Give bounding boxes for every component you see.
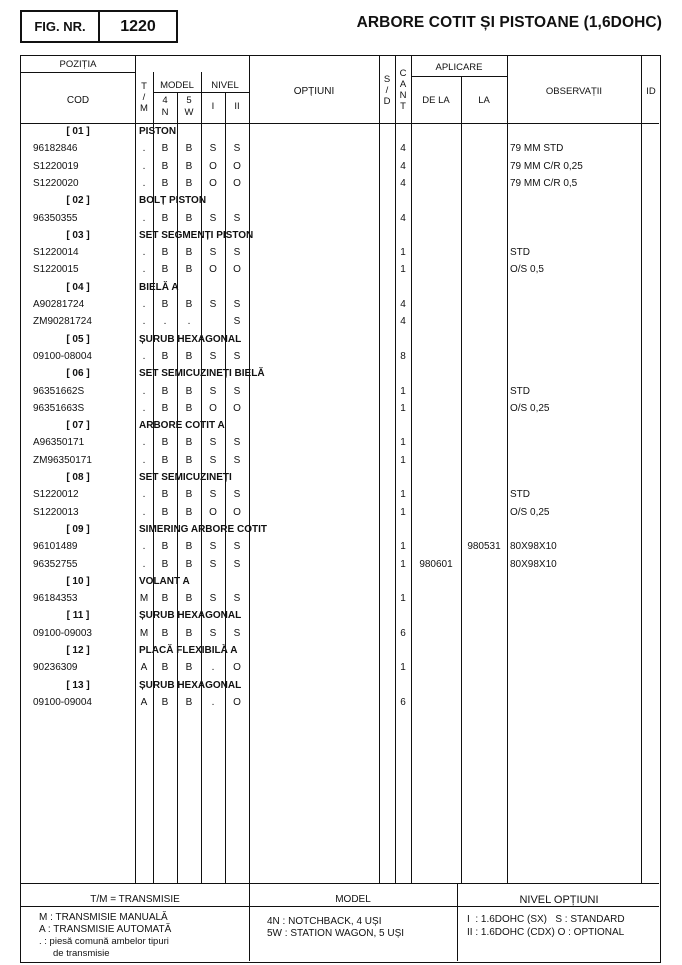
group-position: [ 06 ] (66, 368, 90, 380)
nivel-i-value: . (211, 662, 215, 674)
col-optiuni: OPȚIUNI (293, 86, 335, 97)
model-5w-value: B (185, 696, 193, 708)
quantity-value: 1 (400, 593, 406, 605)
col-sd (379, 74, 395, 107)
col-sd-line: / (385, 85, 389, 96)
from-date-value: 980601 (419, 558, 453, 570)
nivel-ii-value: O (233, 264, 241, 276)
part-code: 96351662S (33, 385, 85, 397)
part-code: S1220019 (33, 160, 79, 172)
observation-value: O/S 0,25 (510, 402, 550, 414)
part-code: S1220014 (33, 247, 79, 259)
nivel-ii-value: O (233, 506, 241, 518)
part-code: 96352755 (33, 558, 78, 570)
grid-line (225, 92, 226, 883)
group-name: BOLȚ PISTON (139, 195, 207, 207)
grid-line (461, 76, 462, 883)
group-position: [ 01 ] (66, 126, 90, 137)
quantity-value: 1 (400, 264, 406, 276)
col-model-4n (153, 95, 177, 119)
model-5w-value: B (185, 454, 193, 466)
transmission-value: . (142, 264, 146, 276)
part-code: 96101489 (33, 541, 78, 553)
model-4n-value: B (161, 696, 169, 708)
transmission-value: . (142, 350, 146, 362)
col-cant (395, 68, 411, 112)
model-4n-value: B (161, 489, 169, 501)
figure-number: 1220 (120, 18, 156, 35)
nivel-ii-value: S (233, 350, 241, 362)
quantity-value: 6 (400, 627, 406, 639)
nivel-i-value: S (209, 437, 217, 449)
grid-line (411, 76, 507, 77)
model-5w-value: B (185, 662, 193, 674)
legend-model-title: MODEL (335, 894, 371, 905)
grid-line (249, 883, 250, 961)
nivel-i-value: S (209, 489, 217, 501)
group-name: PLACĂ FLEXIBILĂ A (139, 645, 238, 656)
nivel-ii-value: S (233, 299, 241, 310)
grid-line (379, 56, 380, 883)
model-4n-value: . (163, 316, 167, 328)
model-5w-value: B (185, 299, 193, 310)
legend-tm-line: de transmisie (53, 948, 110, 959)
transmission-value: M (139, 627, 149, 639)
nivel-ii-value: S (233, 385, 241, 397)
part-code: 96184353 (33, 593, 78, 605)
nivel-ii-value: O (233, 662, 241, 674)
grid-line (457, 883, 458, 961)
model-5w-value: . (187, 316, 191, 328)
nivel-i-value: O (209, 177, 217, 189)
grid-line (395, 56, 396, 883)
transmission-value: . (142, 160, 146, 172)
group-position: [ 05 ] (66, 333, 90, 345)
transmission-value: . (142, 247, 146, 259)
model-4n-value: B (161, 350, 169, 362)
model-5w-value: B (185, 385, 193, 397)
transmission-value: . (142, 541, 146, 553)
grid-line (641, 56, 642, 883)
group-name: SIMERING ARBORE COTIT (139, 523, 267, 535)
group-name: ȘURUB HEXAGONAL (139, 333, 242, 345)
quantity-value: 1 (400, 662, 406, 674)
model-5w-value: B (185, 558, 193, 570)
transmission-value: M (139, 593, 149, 605)
model-4n-value: B (161, 299, 169, 310)
quantity-value: 8 (400, 350, 406, 362)
legend-model-line: 5W : STATION WAGON, 5 UȘI (267, 928, 405, 939)
group-name: VOLANT A (139, 575, 190, 587)
grid-line (507, 56, 508, 883)
group-name: ARBORE COTIT A (139, 420, 225, 432)
quantity-value: 1 (400, 437, 406, 449)
nivel-ii-value: O (233, 177, 241, 189)
grid-line (21, 123, 659, 124)
model-4n-value: B (161, 627, 169, 639)
col-sd-line: S (383, 74, 391, 85)
transmission-value: . (142, 385, 146, 397)
group-position: [ 12 ] (66, 645, 90, 656)
model-4n-value: B (161, 558, 169, 570)
nivel-ii-value: O (233, 696, 241, 708)
col-model-5w (177, 95, 201, 119)
part-code: 96182846 (33, 143, 78, 155)
group-name: SET SEMICUZINEȚI (139, 472, 232, 483)
parts-table (20, 55, 661, 963)
nivel-ii-value: S (233, 489, 241, 501)
model-5w-value: B (185, 506, 193, 518)
group-position: [ 10 ] (66, 575, 90, 587)
model-4n-value: B (161, 212, 169, 224)
group-position: [ 09 ] (66, 523, 90, 535)
col-de-la: DE LA (422, 95, 450, 106)
to-date-value: 980531 (467, 541, 501, 553)
group-name: SET SEGMENȚI PISTON (139, 229, 254, 241)
model-4n-value: B (161, 177, 169, 189)
model-5w-value: B (185, 541, 193, 553)
quantity-value: 4 (400, 143, 406, 155)
quantity-value: 4 (400, 177, 406, 189)
col-model-5w-line: 5 (186, 95, 192, 106)
transmission-value: . (142, 316, 146, 328)
col-model-5w-line: W (184, 107, 194, 118)
observation-value: STD (510, 489, 530, 501)
col-cant-line: A (399, 79, 407, 90)
quantity-value: 1 (400, 489, 406, 501)
model-5w-value: B (185, 264, 193, 276)
quantity-value: 1 (400, 506, 406, 518)
part-code: 96351663S (33, 402, 85, 414)
col-cant-line: N (399, 90, 407, 101)
nivel-ii-value: S (233, 558, 241, 570)
col-aplicare: APLICARE (435, 62, 483, 73)
part-code: 09100-09004 (33, 696, 92, 708)
transmission-value: A (140, 696, 148, 708)
nivel-i-value: O (209, 506, 217, 518)
col-model-4n-line: N (161, 107, 169, 118)
transmission-value: A (140, 662, 148, 674)
quantity-value: 1 (400, 541, 406, 553)
col-nivel-ii: II (234, 101, 240, 112)
col-tm-line: M (140, 103, 148, 114)
legend-tm-title: T/M = TRANSMISIE (90, 894, 180, 905)
col-cant-line: T (400, 101, 406, 112)
quantity-value: 1 (400, 385, 406, 397)
nivel-ii-value: S (233, 593, 241, 605)
nivel-ii-value: S (233, 541, 241, 553)
grid-line (21, 72, 135, 73)
quantity-value: 4 (400, 212, 406, 224)
group-name: SET SEMICUZINEȚI BIELĂ (139, 368, 265, 380)
col-tm (135, 81, 153, 114)
figure-number-box (20, 10, 178, 43)
model-4n-value: B (161, 541, 169, 553)
model-4n-value: B (161, 437, 169, 449)
observation-value: STD (510, 385, 530, 397)
nivel-i-value: O (209, 264, 217, 276)
col-tm-line: T (141, 81, 147, 92)
grid-line (135, 56, 136, 883)
nivel-i-value: S (209, 350, 217, 362)
model-4n-value: B (161, 402, 169, 414)
col-nivel-i: I (211, 101, 215, 112)
part-code: A90281724 (33, 299, 85, 310)
nivel-ii-value: S (233, 212, 241, 224)
group-position: [ 07 ] (66, 420, 90, 432)
nivel-i-value: O (209, 402, 217, 414)
transmission-value: . (142, 177, 146, 189)
quantity-value: 1 (400, 247, 406, 259)
quantity-value: 1 (400, 402, 406, 414)
model-4n-value: B (161, 143, 169, 155)
grid-line (411, 56, 412, 883)
nivel-ii-value: S (233, 454, 241, 466)
legend-nivel-line: II : 1.6DOHC (CDX) O : OPTIONAL (467, 927, 625, 938)
group-position: [ 03 ] (66, 229, 90, 241)
grid-line (177, 92, 178, 883)
observation-value: 79 MM STD (510, 143, 564, 155)
nivel-ii-value: S (233, 316, 241, 328)
part-code: S1220013 (33, 506, 79, 518)
transmission-value: . (142, 489, 146, 501)
legend-nivel-line: I : 1.6DOHC (SX) S : STANDARD (467, 914, 625, 925)
nivel-ii-value: O (233, 160, 241, 172)
nivel-ii-value: S (233, 143, 241, 155)
col-model-4n-line: 4 (162, 95, 168, 106)
nivel-i-value: S (209, 212, 217, 224)
observation-value: 80X98X10 (510, 558, 557, 570)
grid-line (21, 906, 659, 907)
nivel-i-value: . (211, 696, 215, 708)
part-code: 90236309 (33, 662, 78, 674)
observation-value: O/S 0,25 (510, 506, 550, 518)
group-name: ȘURUB HEXAGONAL (139, 679, 242, 691)
transmission-value: . (142, 143, 146, 155)
quantity-value: 4 (400, 299, 406, 310)
part-code: A96350171 (33, 437, 85, 449)
grid-line (249, 56, 250, 883)
legend-tm-line: M : TRANSMISIE MANUALĂ (39, 912, 168, 923)
quantity-value: 1 (400, 454, 406, 466)
nivel-i-value: S (209, 299, 217, 310)
grid-line (153, 72, 154, 883)
observation-value: 79 MM C/R 0,25 (510, 160, 583, 172)
model-4n-value: B (161, 454, 169, 466)
model-5w-value: B (185, 627, 193, 639)
page-title: ARBORE COTIT ȘI PISTOANE (1,6DOHC) (356, 14, 662, 31)
model-5w-value: B (185, 593, 193, 605)
transmission-value: . (142, 506, 146, 518)
legend-nivel-title: NIVEL OPȚIUNI (519, 894, 599, 906)
nivel-i-value: S (209, 627, 217, 639)
nivel-i-value: S (209, 143, 217, 155)
nivel-i-value: S (209, 593, 217, 605)
group-position: [ 13 ] (66, 679, 90, 691)
legend-tm-line: . : piesă comună ambelor tipuri (39, 936, 169, 947)
group-position: [ 11 ] (66, 610, 90, 622)
model-4n-value: B (161, 593, 169, 605)
part-code: S1220020 (33, 177, 79, 189)
model-5w-value: B (185, 350, 193, 362)
observation-value: 80X98X10 (510, 541, 557, 553)
model-5w-value: B (185, 402, 193, 414)
model-5w-value: B (185, 437, 193, 449)
col-nivel: NIVEL (211, 80, 239, 91)
col-la: LA (478, 95, 490, 106)
nivel-ii-value: O (233, 402, 241, 414)
col-id: ID (646, 86, 656, 97)
group-name: PISTON (139, 126, 177, 137)
model-5w-value: B (185, 212, 193, 224)
col-sd-line: D (383, 96, 391, 107)
group-position: [ 02 ] (66, 195, 90, 207)
nivel-ii-value: S (233, 247, 241, 259)
model-5w-value: B (185, 489, 193, 501)
model-4n-value: B (161, 506, 169, 518)
col-observatii: OBSERVAȚII (545, 86, 603, 97)
quantity-value: 1 (400, 558, 406, 570)
part-code: 96350355 (33, 212, 78, 224)
model-4n-value: B (161, 385, 169, 397)
quantity-value: 4 (400, 316, 406, 328)
group-name: ȘURUB HEXAGONAL (139, 610, 242, 622)
nivel-i-value: S (209, 247, 217, 259)
nivel-i-value: S (209, 541, 217, 553)
group-name: BIELĂ A (139, 281, 179, 293)
model-5w-value: B (185, 143, 193, 155)
transmission-value: . (142, 299, 146, 310)
part-code: ZM96350171 (33, 454, 92, 466)
transmission-value: . (142, 558, 146, 570)
nivel-i-value: S (209, 385, 217, 397)
legend-model-line: 4N : NOTCHBACK, 4 UȘI (267, 916, 382, 927)
grid-line (201, 72, 202, 883)
part-code: 09100-08004 (33, 350, 92, 362)
nivel-i-value: S (209, 454, 217, 466)
model-4n-value: B (161, 160, 169, 172)
figure-label: FIG. NR. (22, 12, 100, 41)
part-code: S1220015 (33, 264, 79, 276)
transmission-value: . (142, 437, 146, 449)
model-4n-value: B (161, 264, 169, 276)
grid-line (21, 883, 659, 884)
nivel-i-value: O (209, 160, 217, 172)
group-position: [ 08 ] (66, 472, 90, 483)
model-5w-value: B (185, 160, 193, 172)
group-position: [ 04 ] (66, 281, 90, 293)
part-code: 09100-09003 (33, 627, 92, 639)
nivel-ii-value: S (233, 627, 241, 639)
transmission-value: . (142, 212, 146, 224)
model-5w-value: B (185, 177, 193, 189)
col-cod: COD (66, 95, 90, 106)
nivel-i-value: S (209, 558, 217, 570)
model-4n-value: B (161, 247, 169, 259)
model-5w-value: B (185, 247, 193, 259)
col-tm-line: / (142, 92, 146, 103)
legend-tm-line: A : TRANSMISIE AUTOMATĂ (39, 924, 172, 935)
observation-value: STD (510, 247, 530, 259)
observation-value: O/S 0,5 (510, 264, 544, 276)
part-code: ZM90281724 (33, 316, 92, 328)
quantity-value: 4 (400, 160, 406, 172)
nivel-ii-value: S (233, 437, 241, 449)
col-cant-line: C (399, 68, 407, 79)
observation-value: 79 MM C/R 0,5 (510, 177, 578, 189)
col-pozitia: POZIȚIA (59, 59, 97, 70)
part-code: S1220012 (33, 489, 79, 501)
transmission-value: . (142, 402, 146, 414)
transmission-value: . (142, 454, 146, 466)
col-model: MODEL (160, 80, 194, 91)
model-4n-value: B (161, 662, 169, 674)
quantity-value: 6 (400, 696, 406, 708)
